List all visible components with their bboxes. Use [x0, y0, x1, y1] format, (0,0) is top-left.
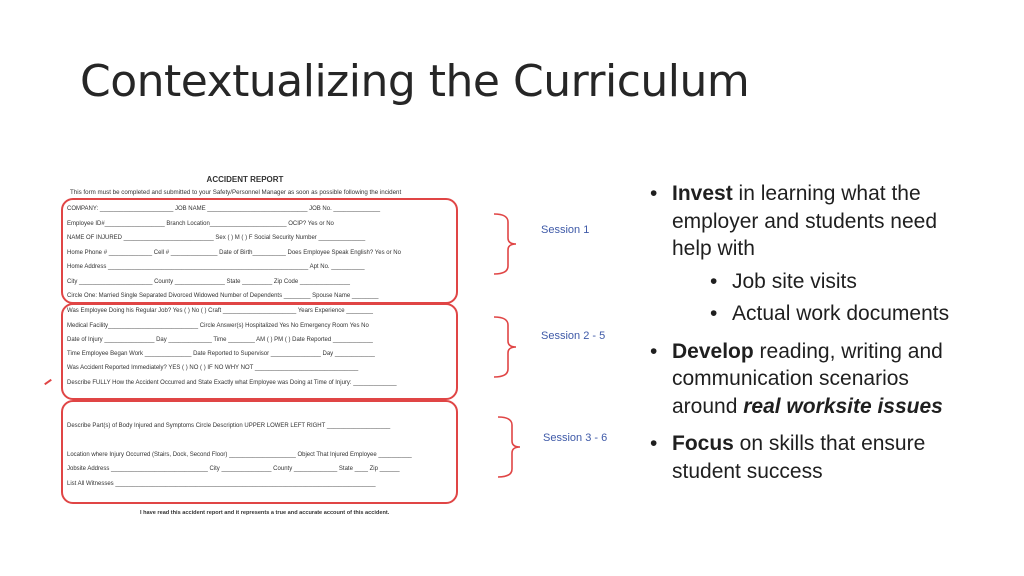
form-row: City ______________________ County _______________ State _________ Zip Code _______________	[67, 279, 350, 285]
form-row: Was Employee Doing his Regular Job? Yes ( ) No ( ) Craft ______________________ Years Experience ________	[67, 308, 373, 314]
form-row: Was Accident Reported Immediately? YES ( ) NO ( ) IF NO WHY NOT _______________________________	[67, 365, 359, 371]
sub-bullet-work-documents: • Actual work documents	[672, 300, 970, 328]
form-row: Jobsite Address _____________________________ City _______________ County _____________ State ____ Zip ______	[67, 466, 400, 472]
form-row: Location where Injury Occurred (Stairs, Dock, Second Floor) ____________________ Object That Injured Employee __________	[67, 452, 412, 458]
form-row: NAME OF INJURED ___________________________ Sex ( ) M ( ) F Social Security Number ______________	[67, 235, 366, 241]
session-2-label: Session 2 - 5	[541, 330, 606, 342]
form-row: Describe FULLY How the Accident Occurred and State Exactly what Employee was Doing at Time of Injury: _____________	[67, 380, 397, 386]
bullet-keyword: Invest	[672, 182, 733, 205]
bullet-text: on skills that ensure student success	[672, 432, 926, 483]
bullet-develop	[650, 338, 970, 421]
slide-title: Contextualizing the Curriculum	[80, 56, 750, 107]
form-row: Describe Part(s) of Body Injured and Symptoms Circle Description UPPER LOWER LEFT RIGHT ___________________	[67, 423, 391, 429]
session-1-highlight	[61, 198, 458, 304]
bullet-list	[650, 180, 970, 495]
margin-mark	[44, 379, 52, 385]
brace-session-2	[492, 315, 526, 379]
session-3-label: Session 3 - 6	[543, 432, 608, 444]
session-3-highlight	[61, 400, 458, 504]
session-2-highlight	[61, 303, 458, 400]
brace-session-1	[492, 212, 526, 276]
form-signature-statement: I have read this accident report and it represents a true and accurate account of this accident.	[140, 510, 390, 516]
form-row: Home Phone # _____________ Cell # ______________ Date of Birth__________ Does Employee Speak English? Yes or No	[67, 250, 401, 256]
form-row: Employee ID#__________________ Branch Location_______________________ OCIP? Yes or No	[67, 221, 334, 227]
form-row: Time Employee Began Work ______________ Date Reported to Supervisor _______________ Day ____________	[67, 351, 375, 357]
sub-bullet-job-site-visits: • Job site visits	[672, 268, 970, 296]
bullet-focus	[650, 430, 970, 485]
form-row: List All Witnesses ______________________________________________________________________________	[67, 481, 376, 487]
bullet-keyword: Develop	[672, 339, 754, 363]
form-row: Home Address ____________________________________________________________ Apt No. __________	[67, 264, 365, 270]
bullet-text: reading, writing and communication scenarios around	[672, 339, 943, 418]
session-1-label: Session 1	[541, 224, 590, 236]
bullet-keyword: Focus	[672, 432, 734, 455]
form-row: Medical Facility___________________________ Circle Answer(s) Hospitalized Yes No Emergency Room Yes No	[67, 323, 369, 329]
bullet-text: in learning what the employer and students need help with	[672, 182, 938, 260]
bullet-emphasis: real worksite issues	[743, 394, 943, 418]
brace-session-3	[496, 415, 530, 479]
form-row: Circle One: Married Single Separated Divorced Widowed Number of Dependents ________ Spouse Name ________	[67, 293, 379, 299]
form-title: ACCIDENT REPORT	[206, 175, 284, 184]
form-row: COMPANY: ______________________ JOB NAME ______________________________ JOB No. ______________	[67, 206, 381, 212]
form-row: Date of Injury _______________ Day _____________ Time ________ AM ( ) PM ( ) Date Reported ____________	[67, 337, 373, 343]
form-instructions: This form must be completed and submitted to your Safety/Personnel Manager as soon as possible following the incident	[70, 189, 402, 196]
bullet-invest	[650, 180, 970, 328]
